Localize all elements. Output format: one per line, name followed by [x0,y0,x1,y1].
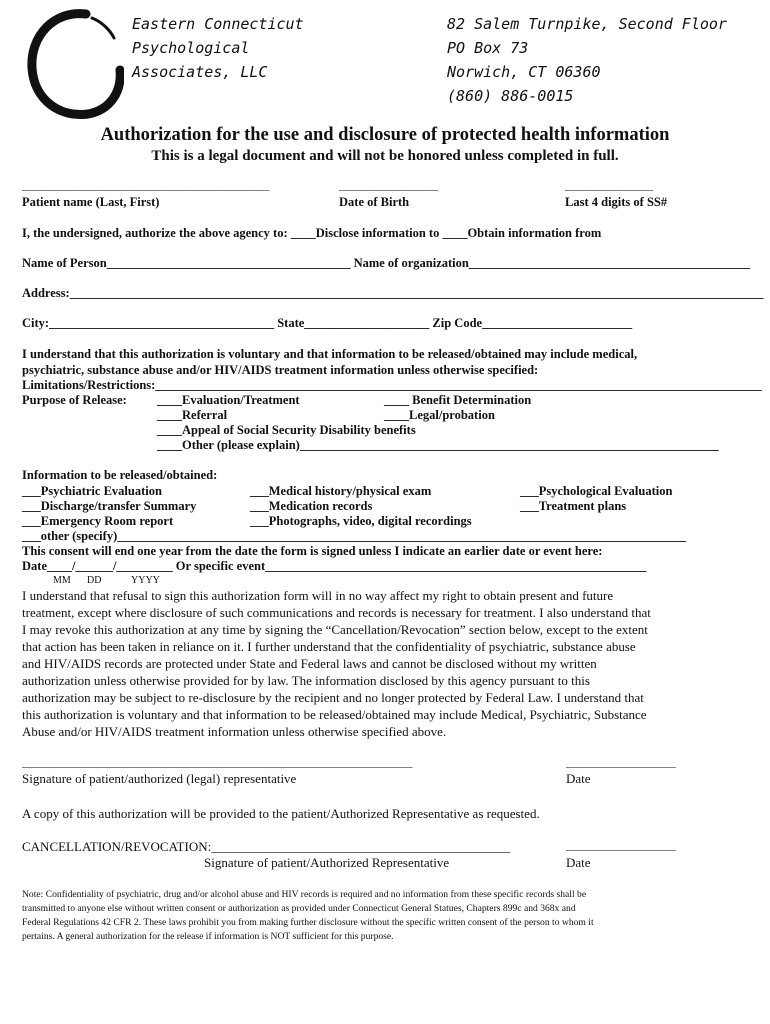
date-event-line[interactable]: Date____/______/_________ Or specific event_____________________________________________________________ [22,559,647,573]
info-emergency-room[interactable]: ___Emergency Room report [22,514,174,528]
paragraph-line: that action has been taken in reliance on it. I further understand that the confidentiality of psychiatric, substance abuse [22,639,636,654]
date-format-yyyy: YYYY [131,575,160,586]
paragraph-line: authorization unless otherwise provided for by law. The information disclosed by this agency pursuant to this [22,673,590,688]
understand-line-1: I understand that this authorization is voluntary and that information to be released/obtained may include medical, [22,347,638,361]
info-discharge-summary[interactable]: ___Discharge/transfer Summary [22,499,197,513]
ss-label: Last 4 digits of SS# [565,195,668,209]
understanding-paragraph [22,587,651,740]
cancellation-date-label: Date [566,855,591,870]
document-title: Authorization for the use and disclosure of protected health information [100,125,670,145]
date-format-dd: DD [87,575,102,586]
authorize-line[interactable]: I, the undersigned, authorize the above agency to: ____Disclose information to ____Obtain information from [22,226,602,240]
purpose-appeal[interactable]: ____Appeal of Social Security Disability benefits [157,423,416,437]
info-treatment-plans[interactable]: ___Treatment plans [520,499,627,513]
info-other[interactable]: ___other (specify)___________________________________________________________________________________________ [22,529,686,543]
org-address [447,12,727,108]
paragraph-line: and HIV/AIDS records are protected under State and Federal laws and cannot be disclosed without my written [22,656,597,671]
info-medical-history[interactable]: ___Medical history/physical exam [250,484,432,498]
signature-date-blank[interactable]: ____________________ [566,757,676,769]
consent-end-statement: This consent will end one year from the date the form is signed unless I indicate an earlier date or event here: [22,544,603,558]
info-medication-records[interactable]: ___Medication records [250,499,373,513]
purpose-benefit[interactable]: ____ Benefit Determination [384,393,532,407]
dob-blank[interactable]: __________________ [339,180,438,192]
purpose-legal[interactable]: ____Legal/probation [384,408,495,422]
org-line-3: Associates, LLC [132,63,268,81]
date-format-mm: MM [53,575,71,586]
signature-label: Signature of patient/authorized (legal) representative [22,771,297,786]
org-name [132,12,304,84]
address-line-1: 82 Salem Turnpike, Second Floor [447,15,727,33]
address-line-3: Norwich, CT 06360 [447,63,601,81]
cancellation-signature-label: Signature of patient/Authorized Representative [204,855,450,870]
paragraph-line: this authorization is voluntary and that information to be released/obtained may include Medical, Psychiatric, Substance [22,707,647,722]
note-line: pertains. A general authorization for the release if information is NOT sufficient for this purpose. [22,931,394,942]
note-line: transmitted to anyone else without written consent or authorization as provided under Connecticut General Statues, Chapters 899c and 368x and [22,903,576,914]
signature-date-label: Date [566,771,591,786]
paragraph-line: treatment, except where disclosure of such communications and records is necessary for treatment. I also understand that [22,605,651,620]
note-line: Note: Confidentiality of psychiatric, drug and/or alcohol abuse and HIV records is required and no information from these specific records shall be [22,889,587,900]
purpose-evaluation[interactable]: ____Evaluation/Treatment [157,393,300,407]
purpose-other[interactable]: ____Other (please explain)___________________________________________________________________ [157,438,719,452]
address-line-4: (860) 886-0015 [447,87,574,105]
logo-circle-icon [26,8,124,120]
info-psychiatric-evaluation[interactable]: ___Psychiatric Evaluation [22,484,162,498]
cancellation-date-blank[interactable]: ____________________ [566,840,676,852]
limitations-line[interactable]: Limitations/Restrictions:_________________________________________________________________________________________________ [22,378,762,392]
copy-note: A copy of this authorization will be provided to the patient/Authorized Representative as requested. [22,806,540,821]
info-psychological-evaluation[interactable]: ___Psychological Evaluation [520,484,673,498]
dob-label: Date of Birth [339,195,410,209]
ss-blank[interactable]: ________________ [565,180,653,192]
address-field-line[interactable]: Address:_______________________________________________________________________________________________________________ [22,286,764,300]
paragraph-line: I may revoke this authorization at any time by signing the “Cancellation/Revocation” section below, except to the extent [22,622,648,637]
paragraph-line: authorization may be subject to re-disclosure by the recipient and no longer protected by Federal Law. I understand that [22,690,644,705]
org-line-2: Psychological [132,39,250,57]
paragraph-line: Abuse and/or HIV/AIDS treatment information unless otherwise specified above. [22,724,447,739]
city-state-zip-line[interactable]: City:____________________________________ State____________________ Zip Code________________________ [22,316,633,330]
purpose-referral[interactable]: ____Referral [157,408,228,422]
note-line: Federal Regulations 42 CFR 2. These laws prohibit you from making further disclosure without the specific written consent of the person to whom it [22,917,594,928]
address-line-2: PO Box 73 [447,39,529,57]
info-heading: Information to be released/obtained: [22,468,218,482]
cancellation-line[interactable]: CANCELLATION/REVOCATION:______________________________________________ [22,839,511,854]
document-subtitle: This is a legal document and will not be honored unless completed in full. [151,148,619,164]
patient-name-blank[interactable]: _____________________________________________ [22,180,270,192]
understand-line-2: psychiatric, substance abuse and/or HIV/AIDS treatment information unless otherwise specified: [22,363,539,377]
patient-name-label: Patient name (Last, First) [22,195,160,209]
paragraph-line: I understand that refusal to sign this authorization form will in no way affect my right to obtain present and future [22,588,614,603]
info-photographs[interactable]: ___Photographs, video, digital recordings [250,514,472,528]
purpose-label: Purpose of Release: [22,393,127,407]
legal-note [22,888,594,944]
org-line-1: Eastern Connecticut [132,15,304,33]
signature-blank[interactable]: _______________________________________________________________________ [22,757,413,769]
name-of-person-line[interactable]: Name of Person_______________________________________ Name of organization_____________________________________________ [22,256,751,270]
